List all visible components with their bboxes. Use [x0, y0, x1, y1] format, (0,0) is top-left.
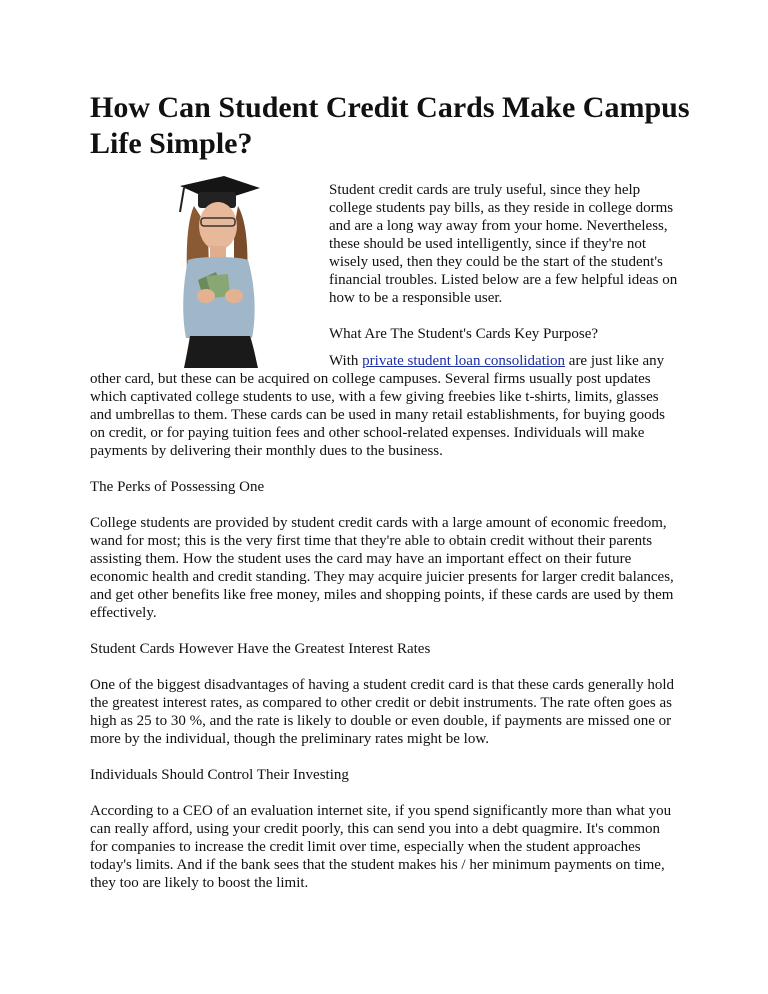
hand-right — [225, 289, 243, 303]
section-heading-interest: Student Cards However Have the Greatest Interest Rates — [90, 641, 431, 657]
section-heading-perks: The Perks of Possessing One — [90, 479, 265, 495]
page-title: How Can Student Credit Cards Make Campus Life Simple? — [90, 91, 690, 160]
grad-cap-tassel — [180, 188, 184, 212]
paragraph-interest: One of the biggest disadvantages of having a student credit card is that these cards generally hold the greatest interest rates, as compared to other credit or debit instruments. The rate often goes as high as 25 to 30 %, and the rate is likely to double or even double, if payments are missed one or more by the individual, though the preliminary rates might be low. — [90, 677, 674, 747]
paragraph-investing: According to a CEO of an evaluation internet site, if you spend significantly more than what you can really afford, using your credit poorly, this can send you into a debt quagmire. It's common for companies to increase the credit limit over time, especially when the student approaches today's limits. And if the bank sees that the student makes his / her minimum payments on time, they too are likely to boost the limit. — [90, 803, 672, 891]
section-heading-investing: Individuals Should Control Their Investing — [90, 767, 349, 783]
main-column — [90, 352, 680, 892]
hand-left — [197, 289, 215, 303]
paragraph-perks: College students are provided by student credit cards with a large amount of economic freedom, wand for most; this is the very first time that they're able to obtain credit without their parents assisting them. How the student uses the card may have an important effect on their future economic health and credit standing. They may acquire juicier presents for larger credit balances, and get other benefits like free money, miles and shopping points, if these cards are used by them effectively. — [90, 515, 674, 621]
paragraph-purpose-prefix: With — [329, 353, 359, 369]
paragraph-purpose-rest: are just like any other card, but these can be acquired on college campuses. Several firms usually post updates which captivated college students to use, with a few giving freebies like t-shirts, limits, glasses and umbrellas to them. These cards can be used in many retail establishments, for buying goods on credit, or for paying tuition fees and other school-related expenses. Individuals will make payments by delivering their monthly dues to the business. — [90, 353, 666, 459]
shirt — [183, 257, 254, 338]
paragraph-purpose — [90, 352, 680, 460]
intro-column — [329, 181, 681, 343]
intro-paragraph: Student credit cards are truly useful, since they help college students pay bills, as they reside in college dorms and are a long way away from your home. Nevertheless, these should be used intelligently, since if they're not wisely used, then they could be the start of the student's financial troubles. Listed below are a few helpful ideas on how to be a responsible user. — [329, 182, 678, 306]
graduate-photo — [88, 168, 316, 368]
section-heading-purpose: What Are The Student's Cards Key Purpose? — [329, 326, 599, 342]
loan-consolidation-link[interactable]: private student loan consolidation — [362, 353, 566, 369]
